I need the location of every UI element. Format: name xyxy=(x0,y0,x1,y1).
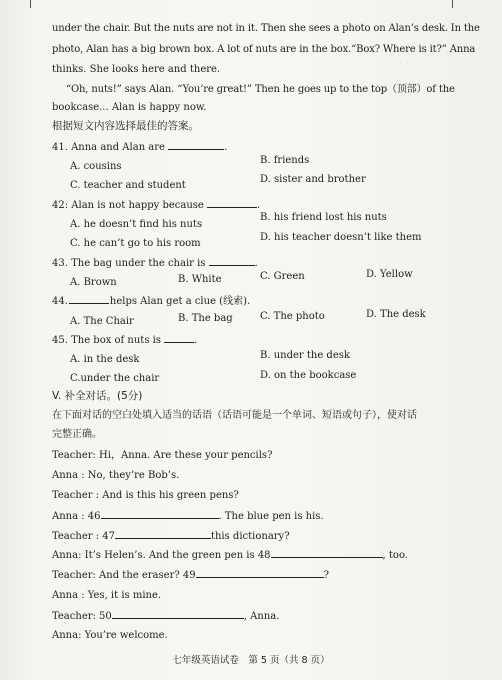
question-42 xyxy=(52,198,260,212)
option-d: D. Yellow xyxy=(366,269,413,280)
option-a: A. Brown xyxy=(70,277,117,288)
question-stem: helps Alan get a clue (线索). xyxy=(109,296,251,307)
dialogue-line-46 xyxy=(52,509,324,523)
option-b: B. The bag xyxy=(178,313,233,324)
dialogue-suffix: , Anna. xyxy=(243,611,280,622)
question-end: . xyxy=(224,142,228,153)
dialogue-line: Teacher: Hi，Anna. Are these your pencils? xyxy=(52,450,273,461)
dialogue-line: Anna : Yes, it is mine. xyxy=(52,590,162,601)
section-heading: V. 补全对话。(5分) xyxy=(52,390,143,402)
question-stem: 41. Anna and Alan are xyxy=(52,142,165,153)
page-corner-mark xyxy=(452,0,453,8)
option-a: A. cousins xyxy=(70,161,122,172)
question-end: . xyxy=(257,200,261,211)
passage-line: thinks. She looks here and there. xyxy=(52,64,221,75)
dialogue-suffix: ? xyxy=(323,570,329,581)
passage-line: “Oh, nuts!” says Alan. “You’re great!” Then he goes up to the top（顶部）of the xyxy=(66,84,455,95)
option-a: A. in the desk xyxy=(70,354,140,365)
passage-line: bookcase... Alan is happy now. xyxy=(52,102,207,113)
dialogue-prefix: Teacher: 50 xyxy=(52,611,112,622)
section-instruction: 完整正确。 xyxy=(52,429,102,440)
dialogue-line: Anna: You’re welcome. xyxy=(52,630,168,641)
option-b: B. his friend lost his nuts xyxy=(260,212,387,223)
question-44 xyxy=(52,294,250,308)
bleed-through-mark: - - xyxy=(400,58,410,68)
option-a: A. he doesn’t find his nuts xyxy=(70,219,203,230)
option-c: C. The photo xyxy=(260,311,325,322)
answer-blank[interactable] xyxy=(271,548,383,558)
answer-blank[interactable] xyxy=(168,140,224,150)
page-corner-mark xyxy=(30,0,31,8)
dialogue-line-48 xyxy=(52,548,408,562)
option-c: C.under the chair xyxy=(70,373,160,384)
answer-blank[interactable] xyxy=(115,529,211,539)
passage-line: photo, Alan has a big brown box. A lot of nuts are in the box.“Box? Where is it?” Anna xyxy=(52,44,476,55)
dialogue-suffix: , too. xyxy=(382,550,408,561)
question-43 xyxy=(52,256,258,270)
dialogue-line-47 xyxy=(52,529,290,543)
dialogue-suffix: this dictionary? xyxy=(210,531,290,542)
answer-blank[interactable] xyxy=(209,256,255,266)
option-b: B. friends xyxy=(260,155,310,166)
option-d: D. The desk xyxy=(366,309,426,320)
option-d: D. on the bookcase xyxy=(260,370,357,381)
answer-blank[interactable] xyxy=(101,509,219,519)
section-instruction: 在下面对话的空白处填入适当的话语（话语可能是一个单词、短语或句子），使对话 xyxy=(52,410,417,421)
dialogue-prefix: Teacher: And the eraser? 49 xyxy=(52,570,196,581)
answer-blank[interactable] xyxy=(196,568,324,578)
option-c: C. Green xyxy=(260,271,305,282)
dialogue-line-50 xyxy=(52,609,279,623)
question-41 xyxy=(52,140,227,154)
answer-blank[interactable] xyxy=(112,609,244,619)
question-stem: 42: Alan is not happy because xyxy=(52,200,204,211)
reading-instruction: 根据短文内容选择最佳的答案。 xyxy=(52,120,199,132)
question-stem: 43. The bag under the chair is xyxy=(52,258,206,269)
page-footer: 七年级英语试卷 第 5 页（共 8 页） xyxy=(172,655,330,666)
option-b: B. White xyxy=(178,274,222,285)
answer-blank[interactable] xyxy=(207,198,257,208)
question-45 xyxy=(52,333,197,347)
dialogue-line: Anna : No, they’re Bob’s. xyxy=(52,470,180,481)
question-end: . xyxy=(254,258,258,269)
dialogue-line-49 xyxy=(52,568,329,582)
option-c: C. teacher and student xyxy=(70,180,186,191)
option-c: C. he can’t go to his room xyxy=(70,238,201,249)
dialogue-prefix: Anna: It’s Helen’s. And the green pen is 48 xyxy=(52,550,271,561)
option-a: A. The Chair xyxy=(70,316,134,327)
answer-blank[interactable] xyxy=(164,333,194,343)
question-number: 44. xyxy=(52,296,68,307)
question-end: . xyxy=(194,335,198,346)
option-d: D. sister and brother xyxy=(260,174,366,185)
dialogue-line: Teacher : And is this his green pens? xyxy=(52,490,239,501)
dialogue-suffix: . The blue pen is his. xyxy=(218,511,324,522)
option-b: B. under the desk xyxy=(260,350,350,361)
question-stem: 45. The box of nuts is xyxy=(52,335,161,346)
passage-line: under the chair. But the nuts are not in it. Then she sees a photo on Alan’s desk. In the xyxy=(52,23,480,34)
dialogue-prefix: Anna : 46 xyxy=(52,511,101,522)
answer-blank[interactable] xyxy=(69,294,109,304)
dialogue-prefix: Teacher : 47 xyxy=(52,531,115,542)
option-d: D. his teacher doesn’t like them xyxy=(260,232,422,243)
